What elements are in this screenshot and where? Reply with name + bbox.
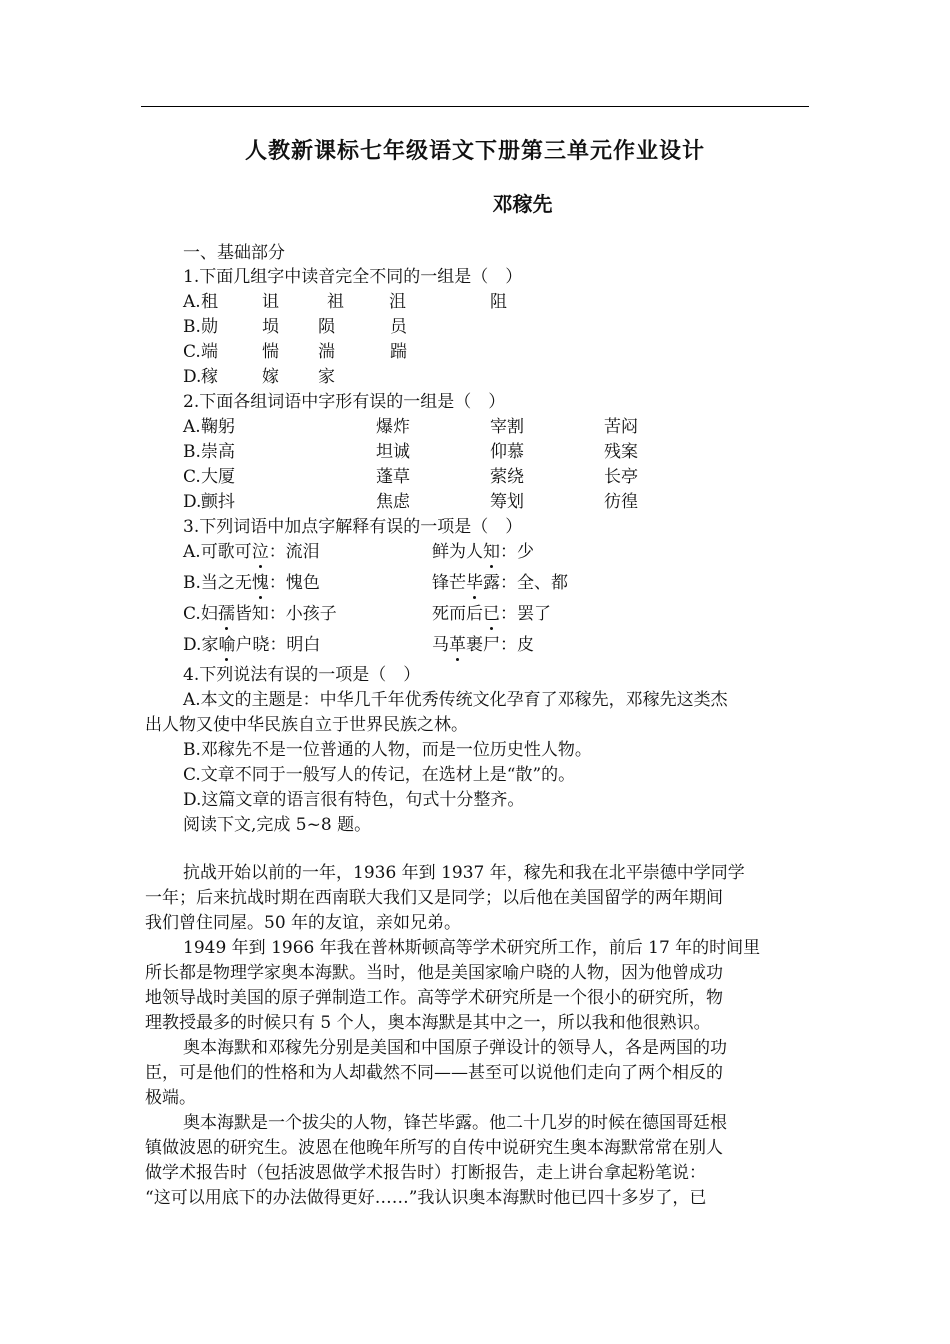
q2-option-c-label: C. [183, 467, 201, 487]
q2-option-c-word: 长亭 [604, 467, 638, 487]
q3-word-text: 妇 [200, 604, 218, 624]
q3-stem: 3.下列词语中加点字解释有误的一项是（ ） [183, 517, 523, 537]
passage-line: 我们曾住同屋。50 年的友谊，亲如兄弟。 [145, 913, 462, 933]
section-heading: 一、基础部分 [183, 243, 285, 263]
q1-option-d-char: 家 [318, 367, 335, 387]
q3-dotted-char: 愧 [251, 573, 269, 593]
q1-option-d-char: 稼 [201, 367, 218, 387]
q4-option-b: B.邓稼先不是一位普通的人物，而是一位历史性人物。 [183, 740, 592, 760]
q2-option-b-word: 仰慕 [490, 442, 524, 462]
q1-option-b-label: B. [183, 317, 201, 337]
q1-option-b-char: 勋 [201, 317, 218, 337]
q4-option-c: C.文章不同于一般写人的传记，在选材上是“散”的。 [183, 765, 576, 785]
q2-option-d-word: 筹划 [490, 492, 524, 512]
passage-line: 镇做波恩的研究生。波恩在他晚年所写的自传中说研究生奥本海默常常在别人 [145, 1138, 723, 1158]
q2-option-c-word: 大厦 [201, 467, 235, 487]
q1-option-a-char: 租 [201, 292, 218, 312]
q3-dotted-char: 孺 [217, 604, 235, 624]
q3-option-label: C. [183, 604, 201, 624]
q1-option-a-char: 诅 [262, 292, 279, 312]
q3-option-c-second [432, 603, 551, 625]
q1-option-c-char: 湍 [318, 342, 335, 362]
q2-option-a-label: A. [183, 417, 201, 437]
q3-option-c [183, 603, 337, 625]
q3-dotted-char: 革 [449, 635, 466, 655]
q3-option-b-second [432, 572, 568, 594]
q3-option-label: D. [183, 635, 202, 655]
q1-option-c-label: C. [183, 342, 201, 362]
q3-dotted-char: 泣 [251, 542, 269, 562]
document-author: 邓稼先 [492, 192, 553, 216]
passage-line: “这可以用底下的办法做得更好……”我认识奥本海默时他已四十多岁了，已 [145, 1188, 707, 1208]
q4-stem: 4.下列说法有误的一项是（ ） [183, 665, 421, 685]
passage-line: 奥本海默是一个拔尖的人物，锋芒毕露。他二十几岁的时候在德国哥廷根 [183, 1113, 727, 1133]
q3-explanation: ：皮 [500, 635, 534, 655]
q3-dotted-char: 已 [483, 604, 500, 624]
q3-option-b [183, 572, 320, 594]
q2-option-c-word: 蓬草 [376, 467, 410, 487]
q1-option-a-char: 祖 [327, 292, 344, 312]
passage-line: 极端。 [145, 1088, 196, 1108]
q3-explanation: ：明白 [269, 635, 321, 655]
q2-option-a-word: 苦闷 [604, 417, 638, 437]
q2-option-b-word: 坦诚 [376, 442, 410, 462]
q2-option-a-word: 爆炸 [376, 417, 410, 437]
q2-option-d-label: D. [183, 492, 202, 512]
passage-line: 一年；后来抗战时期在西南联大我们又是同学；以后他在美国留学的两年期间 [145, 888, 723, 908]
top-rule [141, 106, 809, 107]
q3-dotted-char: 喻 [218, 635, 236, 655]
q2-option-c-word: 萦绕 [490, 467, 524, 487]
q2-option-d-word: 彷徨 [604, 492, 638, 512]
q3-option-d [183, 634, 320, 656]
q3-explanation: ：流泪 [268, 542, 320, 562]
q3-word-text: 马 [432, 635, 449, 655]
q3-option-a-second [432, 541, 534, 563]
q1-option-a-label: A. [183, 292, 201, 312]
q3-word-text: 家 [201, 635, 219, 655]
q3-explanation: ：小孩子 [268, 604, 337, 624]
q3-option-d-second [432, 634, 534, 656]
q1-option-d-label: D. [183, 367, 202, 387]
q1-option-a-char: 阻 [490, 292, 507, 312]
q1-option-d-char: 嫁 [262, 367, 279, 387]
q4-option-a: A.本文的主题是：中华几千年优秀传统文化孕育了邓稼先，邓稼先这类杰 [183, 690, 728, 710]
q1-option-c-char: 踹 [390, 342, 407, 362]
q4-option-d: D.这篇文章的语言很有特色，句式十分整齐。 [183, 790, 525, 810]
q2-option-d-word: 颤抖 [201, 492, 235, 512]
q3-word-text: 可歌可 [200, 542, 252, 562]
q3-explanation: ：愧色 [268, 573, 320, 593]
q2-option-a-word: 鞠躬 [201, 417, 235, 437]
q3-word-text: 露 [483, 573, 500, 593]
q3-word-text: 当之无 [200, 573, 252, 593]
q1-stem: 1.下面几组字中读音完全不同的一组是（ ） [183, 267, 523, 287]
q3-option-label: A. [183, 542, 201, 562]
q2-option-b-word: 残案 [604, 442, 638, 462]
q3-explanation: ：罢了 [500, 604, 551, 624]
document-title: 人教新课标七年级语文下册第三单元作业设计 [244, 139, 705, 164]
q2-option-b-word: 崇高 [201, 442, 235, 462]
q3-explanation: ：全、都 [500, 573, 568, 593]
q3-option-label: B. [183, 573, 201, 593]
q3-word-text: 死而后 [432, 604, 483, 624]
q2-option-d-word: 焦虑 [376, 492, 410, 512]
passage-line: 奥本海默和邓稼先分别是美国和中国原子弹设计的领导人，各是两国的功 [183, 1038, 727, 1058]
passage-line: 1949 年到 1966 年我在普林斯顿高等学术研究所工作，前后 17 年的时间里 [183, 938, 761, 958]
passage-line: 抗战开始以前的一年，1936 年到 1937 年，稼先和我在北平崇德中学同学 [183, 863, 745, 883]
q3-dotted-char: 毕 [466, 573, 483, 593]
q1-option-b-char: 陨 [318, 317, 335, 337]
q3-word-text: 皆知 [234, 604, 269, 624]
q1-option-c-char: 惴 [262, 342, 279, 362]
q4-option-a-cont: 出人物又使中华民族自立于世界民族之林。 [145, 715, 468, 735]
q3-word-text: 鲜为人 [432, 542, 483, 562]
q2-option-b-label: B. [183, 442, 201, 462]
passage-line: 做学术报告时（包括波恩做学术报告时）打断报告，走上讲台拿起粉笔说： [145, 1163, 706, 1183]
passage-line: 地领导战时美国的原子弹制造工作。高等学术研究所是一个很小的研究所，物 [145, 988, 723, 1008]
passage-line: 臣，可是他们的性格和为人却截然不同——甚至可以说他们走向了两个相反的 [145, 1063, 723, 1083]
q3-option-a [183, 541, 320, 563]
q3-word-text: 户晓 [235, 635, 270, 655]
q2-option-a-word: 宰割 [490, 417, 524, 437]
q2-stem: 2.下面各组词语中字形有误的一组是（ ） [183, 392, 506, 412]
q3-explanation: ：少 [500, 542, 534, 562]
q1-option-b-char: 员 [390, 317, 407, 337]
q3-word-text: 裹尸 [466, 635, 500, 655]
q1-option-b-char: 埙 [262, 317, 279, 337]
passage-line: 所长都是物理学家奥本海默。当时，他是美国家喻户晓的人物，因为他曾成功 [145, 963, 723, 983]
q1-option-a-char: 沮 [389, 292, 406, 312]
reading-prompt: 阅读下文,完成 5~8 题。 [183, 815, 372, 835]
passage-line: 理教授最多的时候只有 5 个人，奥本海默是其中之一，所以我和他很熟识。 [145, 1013, 711, 1033]
q3-word-text: 锋芒 [432, 573, 466, 593]
q1-option-c-char: 端 [201, 342, 218, 362]
q3-dotted-char: 知 [483, 542, 500, 562]
